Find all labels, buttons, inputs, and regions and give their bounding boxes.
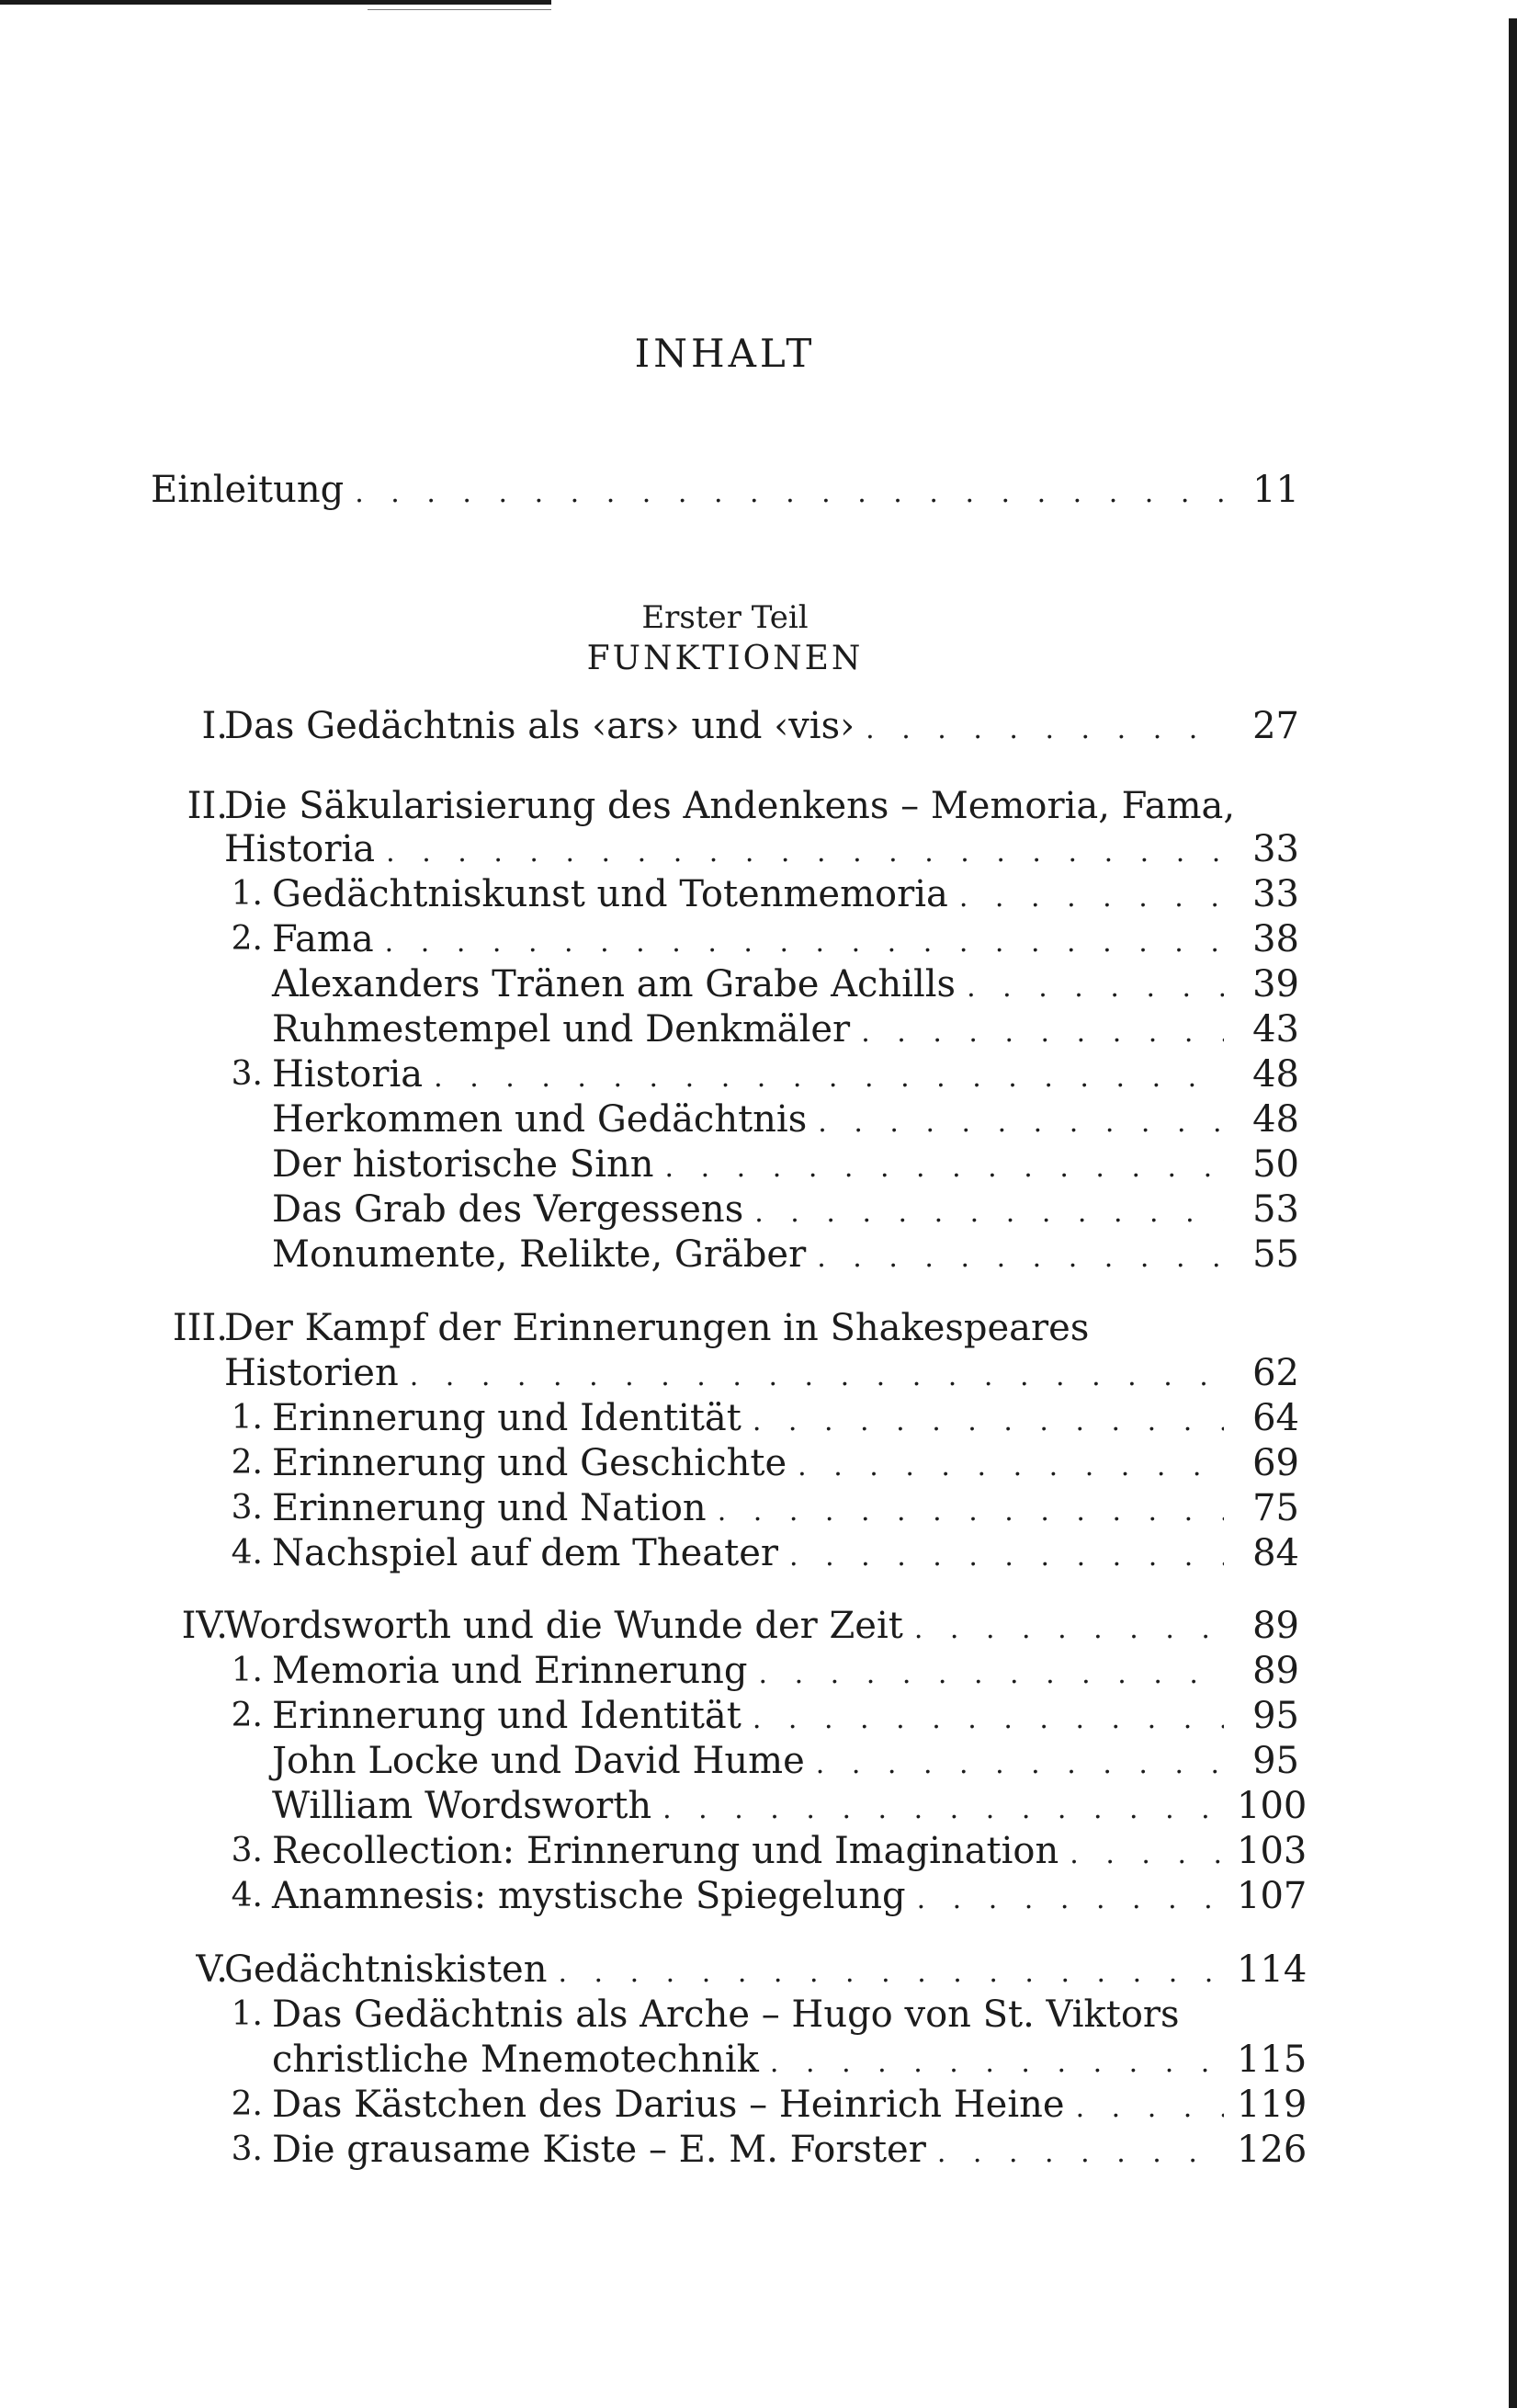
dot-leader [718,1489,1224,1535]
dot-leader [861,1010,1224,1056]
dot-leader [818,1100,1224,1146]
toc-entry-5-1[interactable] [151,1992,1299,2038]
toc-entry-page: 114 [1237,1948,1308,1991]
toc-entry-page: 69 [1252,1442,1299,1484]
dot-leader [754,1190,1224,1236]
toc-entry-page: 89 [1252,1650,1299,1692]
toc-entry-label: Erinnerung und Identität [272,1695,742,1737]
toc-entry-label: Das Gedächtnis als ‹ars› und ‹vis› [224,705,855,747]
toc-entry-page: 95 [1252,1695,1299,1737]
section-number: 1. [231,875,263,913]
section-number: 1. [231,1652,263,1689]
page-title: INHALT [634,331,816,376]
section-number: 3. [231,2130,263,2168]
toc-entry-page: 75 [1252,1487,1299,1529]
chapter-number: I. [201,705,228,747]
toc-entry-page: 95 [1252,1740,1299,1782]
toc-entry-label: Einleitung [151,469,345,511]
section-number: 4. [231,1877,263,1914]
toc-entry-page: 100 [1237,1785,1308,1827]
dot-leader [770,2040,1224,2086]
dot-leader [662,1787,1224,1833]
toc-entry-label-cont: christliche Mnemotechnik [272,2039,759,2081]
toc-entry-chapter-2-cont[interactable] [151,826,1299,872]
toc-entry-page: 27 [1252,705,1299,747]
toc-entry-page: 107 [1237,1875,1308,1917]
toc-entry-label: Das Gedächtnis als Arche – Hugo von St. Viktors [272,1993,1180,2036]
toc-entry-label: Memoria und Erinnerung [272,1650,748,1692]
toc-entry-page: 50 [1252,1143,1299,1186]
dot-leader [434,1055,1224,1101]
toc-entry-4-2-b[interactable] [151,1783,1308,1829]
toc-entry-page: 48 [1252,1053,1299,1096]
toc-entry-label: Nachspiel auf dem Theater [272,1532,778,1574]
toc-entry-chapter-5[interactable] [151,1947,1308,1993]
dot-leader [917,1877,1224,1923]
toc-entry-2-2-b[interactable] [151,1006,1299,1052]
section-number: 2. [231,1697,263,1734]
toc-entry-label: Gedächtniskunst und Totenmemoria [272,873,948,915]
toc-entry-label: Ruhmestempel und Denkmäler [272,1008,851,1051]
dot-leader [385,920,1224,966]
toc-entry-2-3-a[interactable] [151,1096,1299,1142]
dot-leader [959,875,1224,921]
toc-entry-page: 115 [1237,2039,1308,2081]
toc-entry-label-cont: Historien [224,1352,399,1394]
toc-entry-chapter-2[interactable] [151,783,1299,829]
toc-entry-page: 126 [1237,2129,1308,2171]
toc-entry-page: 33 [1252,873,1299,915]
toc-entry-3-4[interactable] [151,1530,1299,1576]
toc-entry-page: 119 [1237,2084,1308,2126]
section-number: 1. [231,1995,263,2033]
dot-leader [817,1235,1224,1281]
dot-leader [914,1607,1224,1653]
chapter-number: V. [196,1948,228,1991]
section-number: 1. [231,1399,263,1437]
dot-leader [1076,2085,1224,2131]
dot-leader [967,965,1224,1011]
chapter-number: IV. [181,1605,228,1647]
dot-leader [816,1742,1224,1788]
toc-entry-label: Der Kampf der Erinnerungen in Shakespeares [224,1307,1090,1349]
dot-leader [558,1950,1224,1996]
toc-entry-5-1-cont[interactable] [151,2037,1308,2083]
dot-leader [937,2130,1224,2176]
toc-entry-label: Das Kästchen des Darius – Heinrich Heine [272,2084,1065,2126]
toc-entry-2-3-c[interactable] [151,1187,1299,1232]
dot-leader [665,1145,1224,1191]
dot-leader [759,1652,1224,1698]
toc-entry-page: 38 [1252,918,1299,960]
part-title: FUNKTIONEN [586,640,864,677]
toc-entry-page: 33 [1252,828,1299,870]
toc-entry-4-1[interactable] [151,1648,1299,1694]
dot-leader [798,1444,1224,1490]
dot-leader [1070,1832,1224,1878]
toc-entry-label: Monumente, Relikte, Gräber [272,1233,807,1276]
toc-entry-label: Historia [272,1053,424,1096]
toc-entry-page: 62 [1252,1352,1299,1394]
toc-entry-5-2[interactable] [151,2082,1308,2128]
chapter-number: III. [172,1307,228,1349]
toc-entry-4-2-a[interactable] [151,1738,1299,1784]
toc-entry-label: Fama [272,918,374,960]
part-label: Erster Teil [641,599,809,636]
toc-entry-label: Erinnerung und Nation [272,1487,707,1529]
toc-entry-5-3[interactable] [151,2127,1308,2173]
toc-entry-label: Anamnesis: mystische Spiegelung [272,1875,906,1917]
toc-entry-page: 55 [1252,1233,1299,1276]
toc-entry-page: 43 [1252,1008,1299,1051]
toc-entry-chapter-3-cont[interactable] [151,1350,1299,1396]
toc-entry-chapter-3[interactable] [151,1305,1299,1351]
chapter-number: II. [187,785,228,827]
toc-entry-label: Das Grab des Vergessens [272,1188,744,1231]
toc-page [151,0,1308,2408]
dot-leader [410,1354,1224,1400]
toc-entry-label: Erinnerung und Identität [272,1397,742,1439]
section-number: 3. [231,1832,263,1869]
toc-entry-3-3[interactable] [151,1485,1299,1531]
toc-entry-2-3-b[interactable] [151,1142,1299,1187]
toc-entry-4-4[interactable] [151,1873,1308,1919]
toc-entry-label-cont: Historia [224,828,376,870]
dot-leader [386,830,1224,876]
toc-entry-label: Die grausame Kiste – E. M. Forster [272,2129,926,2171]
section-number: 3. [231,1055,263,1093]
toc-entry-label: Alexanders Tränen am Grabe Achills [272,963,957,1005]
toc-entry-label: Gedächtniskisten [224,1948,548,1991]
dot-leader [753,1697,1224,1743]
toc-entry-chapter-1[interactable] [151,703,1299,749]
toc-entry-3-2[interactable] [151,1440,1299,1486]
section-number: 2. [231,920,263,958]
section-number: 2. [231,1444,263,1482]
toc-entry-label: Erinnerung und Geschichte [272,1442,787,1484]
page-edge-shadow [1509,18,1517,2408]
toc-entry-intro[interactable] [151,467,1299,513]
toc-entry-4-2[interactable] [151,1693,1299,1739]
dot-leader [789,1534,1224,1580]
toc-entry-page: 11 [1252,469,1299,511]
section-number: 2. [231,2085,263,2123]
dot-leader [355,471,1224,517]
toc-entry-page: 64 [1252,1397,1299,1439]
toc-entry-4-3[interactable] [151,1828,1308,1874]
toc-entry-page: 53 [1252,1188,1299,1231]
toc-entry-label: John Locke und David Hume [272,1740,805,1782]
toc-entry-2-3-d[interactable] [151,1232,1299,1278]
toc-entry-2-1[interactable] [151,871,1299,917]
toc-entry-page: 39 [1252,963,1299,1005]
toc-entry-chapter-4[interactable] [151,1603,1299,1649]
toc-entry-label: William Wordsworth [272,1785,652,1827]
toc-entry-page: 89 [1252,1605,1299,1647]
toc-entry-page: 103 [1237,1830,1308,1872]
section-number: 3. [231,1489,263,1527]
toc-entry-2-3[interactable] [151,1051,1299,1097]
toc-entry-2-2-a[interactable] [151,961,1299,1007]
toc-entry-2-2[interactable] [151,916,1299,962]
toc-entry-label: Wordsworth und die Wunde der Zeit [224,1605,903,1647]
toc-entry-label: Recollection: Erinnerung und Imagination [272,1830,1059,1872]
dot-leader [753,1399,1224,1445]
toc-entry-3-1[interactable] [151,1395,1299,1441]
dot-leader [866,707,1224,753]
toc-entry-page: 84 [1252,1532,1299,1574]
toc-entry-label: Herkommen und Gedächtnis [272,1098,808,1141]
toc-entry-label: Die Säkularisierung des Andenkens – Memoria, Fama, [224,785,1236,827]
section-number: 4. [231,1534,263,1572]
toc-entry-page: 48 [1252,1098,1299,1141]
toc-entry-label: Der historische Sinn [272,1143,654,1186]
